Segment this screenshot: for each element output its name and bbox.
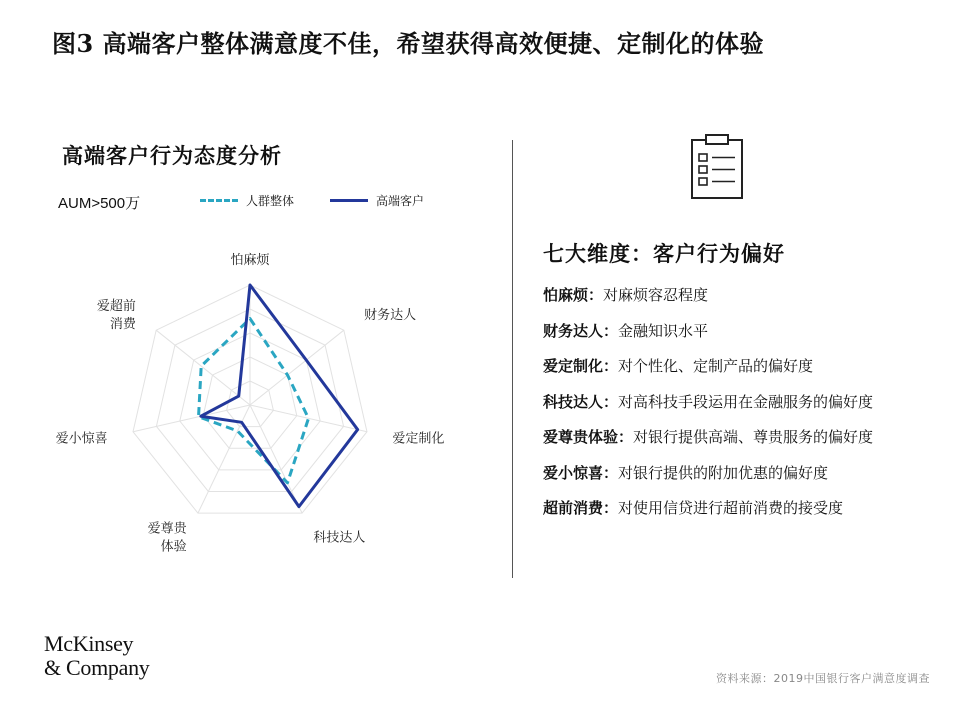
legend-swatch-solid xyxy=(330,199,368,202)
vertical-divider xyxy=(512,140,513,578)
legend-item-highend xyxy=(330,192,424,209)
dimensions-title: 七大维度：客户行为偏好 xyxy=(543,241,785,266)
legend-label-overall: 人群整体 xyxy=(246,194,295,208)
source-note: 资料来源：2019中国银行客户满意度调查 xyxy=(716,672,930,685)
mckinsey-logo: McKinsey & Company xyxy=(44,631,150,680)
axis-label: 科技达人 xyxy=(313,530,366,546)
clipboard-checklist-icon xyxy=(690,134,746,202)
dimension-item: 怕麻烦：对麻烦容忍程度 xyxy=(543,286,709,304)
dimension-item: 爱小惊喜：对银行提供的附加优惠的偏好度 xyxy=(543,463,829,482)
axis-label: 爱尊贵体验 xyxy=(147,521,187,555)
dimension-item: 爱定制化：对个性化、定制产品的偏好度 xyxy=(543,357,814,375)
chart-subtitle: AUM>500万 xyxy=(58,195,141,212)
axis-label: 爱小惊喜 xyxy=(55,431,108,447)
chart-legend xyxy=(200,192,460,209)
chart-title: 高端客户行为态度分析 xyxy=(62,143,282,168)
dimension-item: 科技达人：对高科技手段运用在金融服务的偏好度 xyxy=(543,392,874,411)
dimension-item: 爱尊贵体验：对银行提供高端、尊贵服务的偏好度 xyxy=(543,428,874,446)
dimensions-list xyxy=(543,282,873,531)
axis-label: 怕麻烦 xyxy=(230,253,270,268)
axis-label: 财务达人 xyxy=(364,307,417,323)
radar-chart xyxy=(0,220,500,580)
dimension-item: 超前消费：对使用信贷进行超前消费的接受度 xyxy=(543,499,844,517)
axis-label: 爱超前消费 xyxy=(96,298,136,332)
page-title: 图3 高端客户整体满意度不佳，希望获得高效便捷、定制化的体验 xyxy=(52,29,765,58)
legend-swatch-dashed xyxy=(200,199,238,202)
axis-label: 爱定制化 xyxy=(392,431,445,447)
legend-label-highend: 高端客户 xyxy=(376,194,425,208)
dimension-item: 财务达人：金融知识水平 xyxy=(543,321,709,340)
legend-item-overall xyxy=(200,192,294,209)
